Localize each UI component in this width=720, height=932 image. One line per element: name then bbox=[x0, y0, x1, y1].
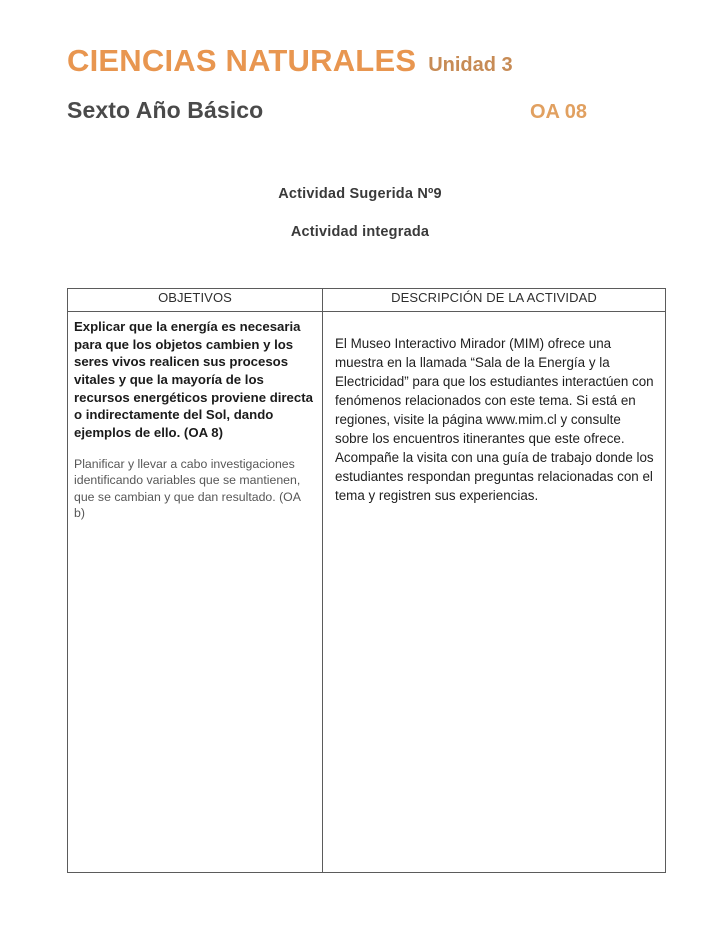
description-text: El Museo Interactivo Mirador (MIM) ofrece una muestra en la llamada “Sala de la Energía y la Electricidad” para que los estudiantes interactúen con fenómenos relacionados con este tema. Si está en regiones, visite la página www.mim.cl y consulte sobre los encuentros itinerantes que este ofrece. Acompañe la visita con una guía de trabajo donde los estudiantes respondan preguntas relacionadas con el tema y registren sus experiencias. bbox=[335, 336, 654, 504]
activity-number-label: Actividad Sugerida Nº9 bbox=[278, 186, 442, 202]
document-header bbox=[67, 44, 667, 124]
grade-title: Sexto Año Básico bbox=[67, 96, 264, 123]
table-header-row bbox=[68, 289, 666, 312]
description-cell bbox=[323, 312, 666, 873]
subject-title-line bbox=[67, 44, 667, 79]
unit-label: Unidad 3 bbox=[428, 54, 513, 76]
table-row bbox=[68, 312, 666, 873]
grade-line bbox=[67, 97, 587, 124]
column-header-descripcion: DESCRIPCIÓN DE LA ACTIVIDAD bbox=[323, 289, 666, 312]
activity-type-label: Actividad integrada bbox=[290, 224, 430, 240]
subject-title: CIENCIAS NATURALES bbox=[67, 43, 417, 78]
activity-table bbox=[67, 288, 666, 873]
objective-main-text: Explicar que la energía es necesaria para que los objetos cambien y los seres vivos realicen sus procesos vitales y que la mayoría de los recursos energéticos proviene directa o indirectamente del Sol, dando ejemplos de ello. (OA 8) bbox=[74, 319, 313, 441]
objective-secondary-text: Planificar y llevar a cabo investigaciones identificando variables que se mantienen, que se cambian y que dan resultado. (OA b) bbox=[74, 456, 301, 521]
column-header-objetivos: OBJETIVOS bbox=[68, 289, 323, 312]
oa-code-badge: OA 08 bbox=[529, 100, 587, 123]
activity-headings bbox=[0, 186, 720, 240]
objectives-cell bbox=[68, 312, 323, 873]
